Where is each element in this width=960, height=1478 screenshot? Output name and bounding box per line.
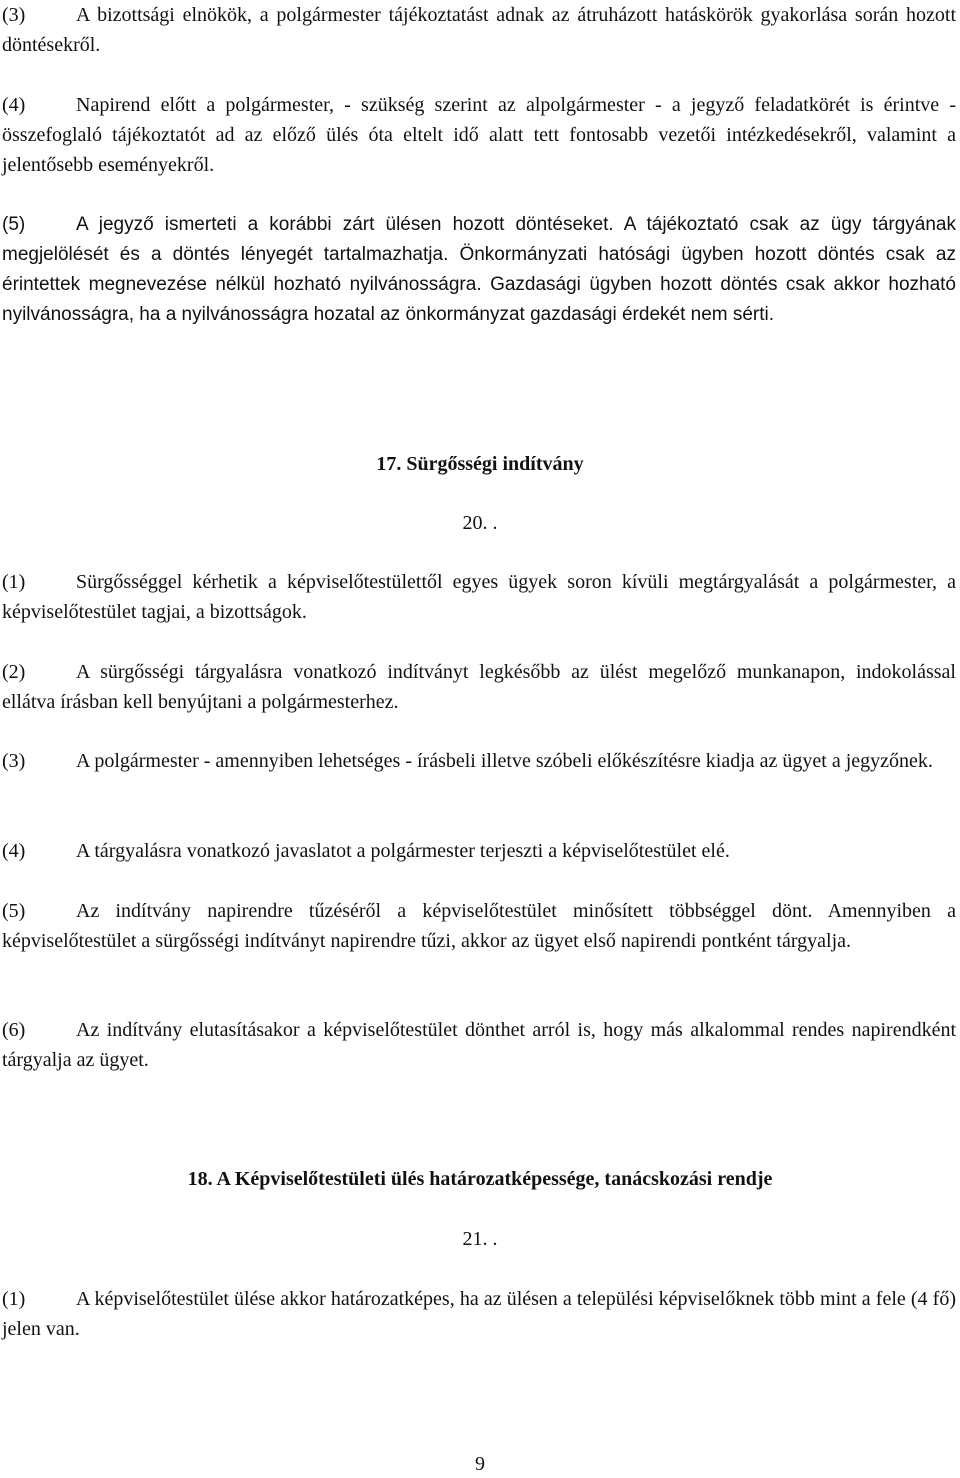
paragraph-number: (5)	[2, 214, 26, 235]
paragraph-number: (2)	[2, 661, 26, 683]
paragraph-number: (3)	[2, 750, 26, 772]
page-number: 9	[475, 1453, 485, 1475]
section-17-paragraph-5	[2, 896, 956, 956]
paragraph-4	[2, 90, 956, 180]
paragraph-3	[2, 0, 956, 60]
section-17-paragraph-2	[2, 657, 956, 717]
paragraph-number: (6)	[2, 1019, 26, 1041]
paragraph-text: Az indítvány napirendre tűzéséről a képviselőtestület minősített többséggel dönt. Amennyiben a képviselőtestület a sürgősségi indítványt napirendre tűzi, akkor az ügyet első napirendi pontként tárgyalja.	[2, 900, 956, 952]
paragraph-number: (5)	[2, 900, 26, 922]
paragraph-number: (3)	[2, 4, 26, 26]
section-17-paragraph-number: 20. .	[462, 512, 498, 534]
paragraph-text: A polgármester - amennyiben lehetséges - írásbeli illetve szóbeli előkészítésre kiadja az ügyet a jegyzőnek.	[76, 750, 933, 772]
section-18-paragraph-number: 21. .	[462, 1228, 498, 1250]
paragraph-5	[2, 210, 956, 330]
paragraph-text: A képviselőtestület ülése akkor határozatképes, ha az ülésen a települési képviselőknek több mint a fele (4 fő) jelen van.	[2, 1288, 956, 1340]
paragraph-text: A sürgősségi tárgyalásra vonatkozó indítványt legkésőbb az ülést megelőző munkanapon, indokolással ellátva írásban kell benyújtani a polgármesterhez.	[2, 661, 956, 713]
section-18-heading: 18. A Képviselőtestületi ülés határozatképessége, tanácskozási rendje	[187, 1168, 773, 1190]
section-17-paragraph-6	[2, 1015, 956, 1075]
paragraph-number: (1)	[2, 571, 26, 593]
paragraph-text: Az indítvány elutasításakor a képviselőtestület dönthet arról is, hogy más alkalommal rendes napirendként tárgyalja az ügyet.	[2, 1019, 956, 1071]
paragraph-number: (4)	[2, 94, 26, 116]
paragraph-text: Napirend előtt a polgármester, - szükség szerint az alpolgármester - a jegyző feladatkörét is érintve - összefoglaló tájékoztatót ad az előző ülés óta eltelt idő alatt tett fontosabb vezetői intézkedésekről, valamint a jelentősebb eseményekről.	[2, 94, 956, 176]
paragraph-number: (1)	[2, 1288, 26, 1310]
paragraph-text: A bizottsági elnökök, a polgármester tájékoztatást adnak az átruházott hatáskörök gyakorlása során hozott döntésekről.	[2, 4, 956, 56]
section-17-paragraph-1	[2, 567, 956, 627]
paragraph-text: A jegyző ismerteti a korábbi zárt ülésen hozott döntéseket. A tájékoztató csak az ügy tárgyának megjelölését és a döntés lényegét tartalmazhatja. Önkormányzati hatósági ügyben hozott döntés csak az érintettek megnevezése nélkül hozható nyilvánosságra. Gazdasági ügyben hozott döntés csak akkor hozható nyilvánosságra, ha a nyilvánosságra hozatal az önkormányzat gazdasági érdekét nem sérti.	[2, 214, 956, 325]
paragraph-text: A tárgyalásra vonatkozó javaslatot a polgármester terjeszti a képviselőtestület elé.	[76, 840, 730, 862]
paragraph-text: Sürgősséggel kérhetik a képviselőtestülettől egyes ügyek soron kívüli megtárgyalását a polgármester, a képviselőtestület tagjai, a bizottságok.	[2, 571, 956, 623]
section-17-paragraph-3	[2, 746, 956, 776]
paragraph-number: (4)	[2, 840, 26, 862]
section-17-paragraph-4	[2, 836, 956, 866]
section-18-paragraph-1	[2, 1284, 956, 1344]
section-17-heading: 17. Sürgősségi indítvány	[376, 453, 584, 475]
